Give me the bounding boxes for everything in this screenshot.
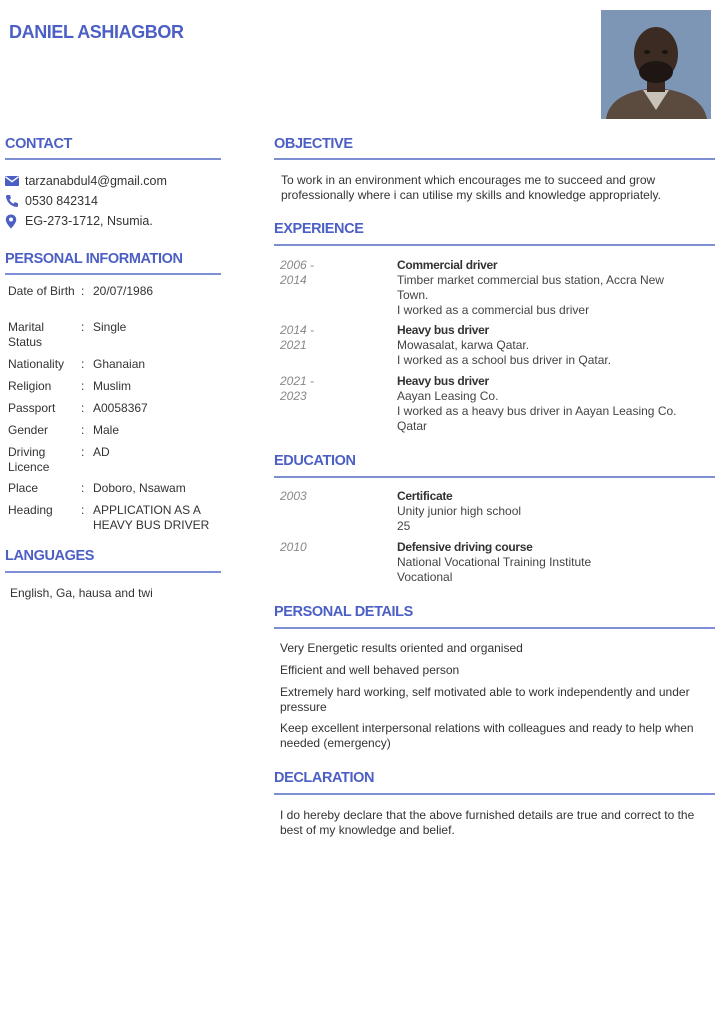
profile-photo bbox=[601, 10, 711, 119]
entry-date: 2010 bbox=[280, 540, 307, 554]
pi-label: Date of Birth bbox=[8, 284, 75, 298]
pi-label: Religion bbox=[8, 379, 52, 393]
entry-date: 2003 bbox=[280, 489, 307, 503]
experience-heading: EXPERIENCE bbox=[274, 221, 364, 237]
personal-details-heading: PERSONAL DETAILS bbox=[274, 604, 413, 620]
entry-date: 2021 - 2023 bbox=[280, 374, 315, 403]
pi-label: Marital Status bbox=[8, 320, 45, 349]
objective-text: To work in an environment which encourages me to succeed and grow professionally where i can utilise my skills and knowledge appropriately. bbox=[281, 173, 661, 202]
personal-detail-item: Keep excellent interpersonal relations with colleagues and ready to help when needed (emergency) bbox=[280, 721, 694, 750]
entry-desc: I worked as a school bus driver in Qatar. bbox=[397, 353, 612, 367]
languages-heading: LANGUAGES bbox=[5, 548, 95, 564]
entry-place: Timber market commercial bus station, Accra New Town. bbox=[397, 273, 664, 302]
pi-value: Single bbox=[93, 320, 127, 334]
candidate-name: DANIEL ASHIAGBOR bbox=[9, 22, 184, 42]
education-heading: EDUCATION bbox=[274, 453, 356, 469]
objective-divider bbox=[274, 158, 715, 160]
pi-label: Driving Licence bbox=[8, 445, 50, 474]
entry-title: Certificate bbox=[397, 489, 453, 503]
languages-text: English, Ga, hausa and twi bbox=[10, 586, 153, 600]
declaration-text: I do hereby declare that the above furnished details are true and correct to the best of my knowledge and belief. bbox=[280, 808, 695, 837]
pi-value: APPLICATION AS A HEAVY BUS DRIVER bbox=[93, 503, 210, 532]
experience-divider bbox=[274, 244, 715, 246]
entry-date: 2014 - 2021 bbox=[280, 323, 315, 352]
contact-heading: CONTACT bbox=[5, 136, 73, 152]
declaration-divider bbox=[274, 793, 715, 795]
languages-divider bbox=[5, 571, 221, 573]
pi-value: Male bbox=[93, 423, 120, 437]
pi-label: Gender bbox=[8, 423, 49, 437]
pi-label: Nationality bbox=[8, 357, 65, 371]
objective-heading: OBJECTIVE bbox=[274, 136, 353, 152]
pi-value: 20/07/1986 bbox=[93, 284, 154, 298]
entry-place: Unity junior high school bbox=[397, 504, 522, 518]
personal-details-divider bbox=[274, 627, 715, 629]
pi-value: Doboro, Nsawam bbox=[93, 481, 186, 495]
personal-detail-item: Efficient and well behaved person bbox=[280, 663, 460, 677]
contact-phone bbox=[5, 194, 98, 208]
phone-text: 0530 842314 bbox=[25, 194, 98, 208]
entry-title: Commercial driver bbox=[397, 258, 498, 272]
pi-value: Muslim bbox=[93, 379, 131, 393]
pi-value: AD bbox=[93, 445, 110, 459]
pi-value: A0058367 bbox=[93, 401, 148, 415]
entry-desc: I worked as a commercial bus driver bbox=[397, 303, 590, 317]
pi-value: Ghanaian bbox=[93, 357, 146, 371]
entry-place: National Vocational Training Institute bbox=[397, 555, 592, 569]
location-pin-icon bbox=[5, 214, 25, 228]
personal-info-divider bbox=[5, 273, 221, 275]
entry-date: 2006 - 2014 bbox=[280, 258, 315, 287]
person-photo-icon bbox=[601, 10, 711, 119]
personal-detail-item: Extremely hard working, self motivated able to work independently and under pressure bbox=[280, 685, 690, 714]
entry-desc: 25 bbox=[397, 519, 411, 533]
contact-address bbox=[5, 214, 153, 228]
contact-email bbox=[5, 174, 167, 188]
phone-icon bbox=[5, 194, 25, 208]
mail-icon bbox=[5, 174, 25, 188]
declaration-heading: DECLARATION bbox=[274, 770, 375, 786]
entry-desc: Vocational bbox=[397, 570, 453, 584]
email-text[interactable]: tarzanabdul4@gmail.com bbox=[25, 174, 167, 188]
entry-title: Defensive driving course bbox=[397, 540, 533, 554]
entry-title: Heavy bus driver bbox=[397, 323, 489, 337]
personal-info-heading: PERSONAL INFORMATION bbox=[5, 251, 183, 267]
entry-title: Heavy bus driver bbox=[397, 374, 489, 388]
entry-place: Mowasalat, karwa Qatar. bbox=[397, 338, 530, 352]
entry-place: Aayan Leasing Co. bbox=[397, 389, 499, 403]
entry-desc: I worked as a heavy bus driver in Aayan Leasing Co. Qatar bbox=[397, 404, 677, 433]
education-divider bbox=[274, 476, 715, 478]
contact-divider bbox=[5, 158, 221, 160]
pi-label: Place bbox=[8, 481, 39, 495]
pi-label: Passport bbox=[8, 401, 56, 415]
pi-label: Heading bbox=[8, 503, 53, 517]
address-text: EG-273-1712, Nsumia. bbox=[25, 214, 153, 228]
personal-detail-item: Very Energetic results oriented and organised bbox=[280, 641, 523, 655]
